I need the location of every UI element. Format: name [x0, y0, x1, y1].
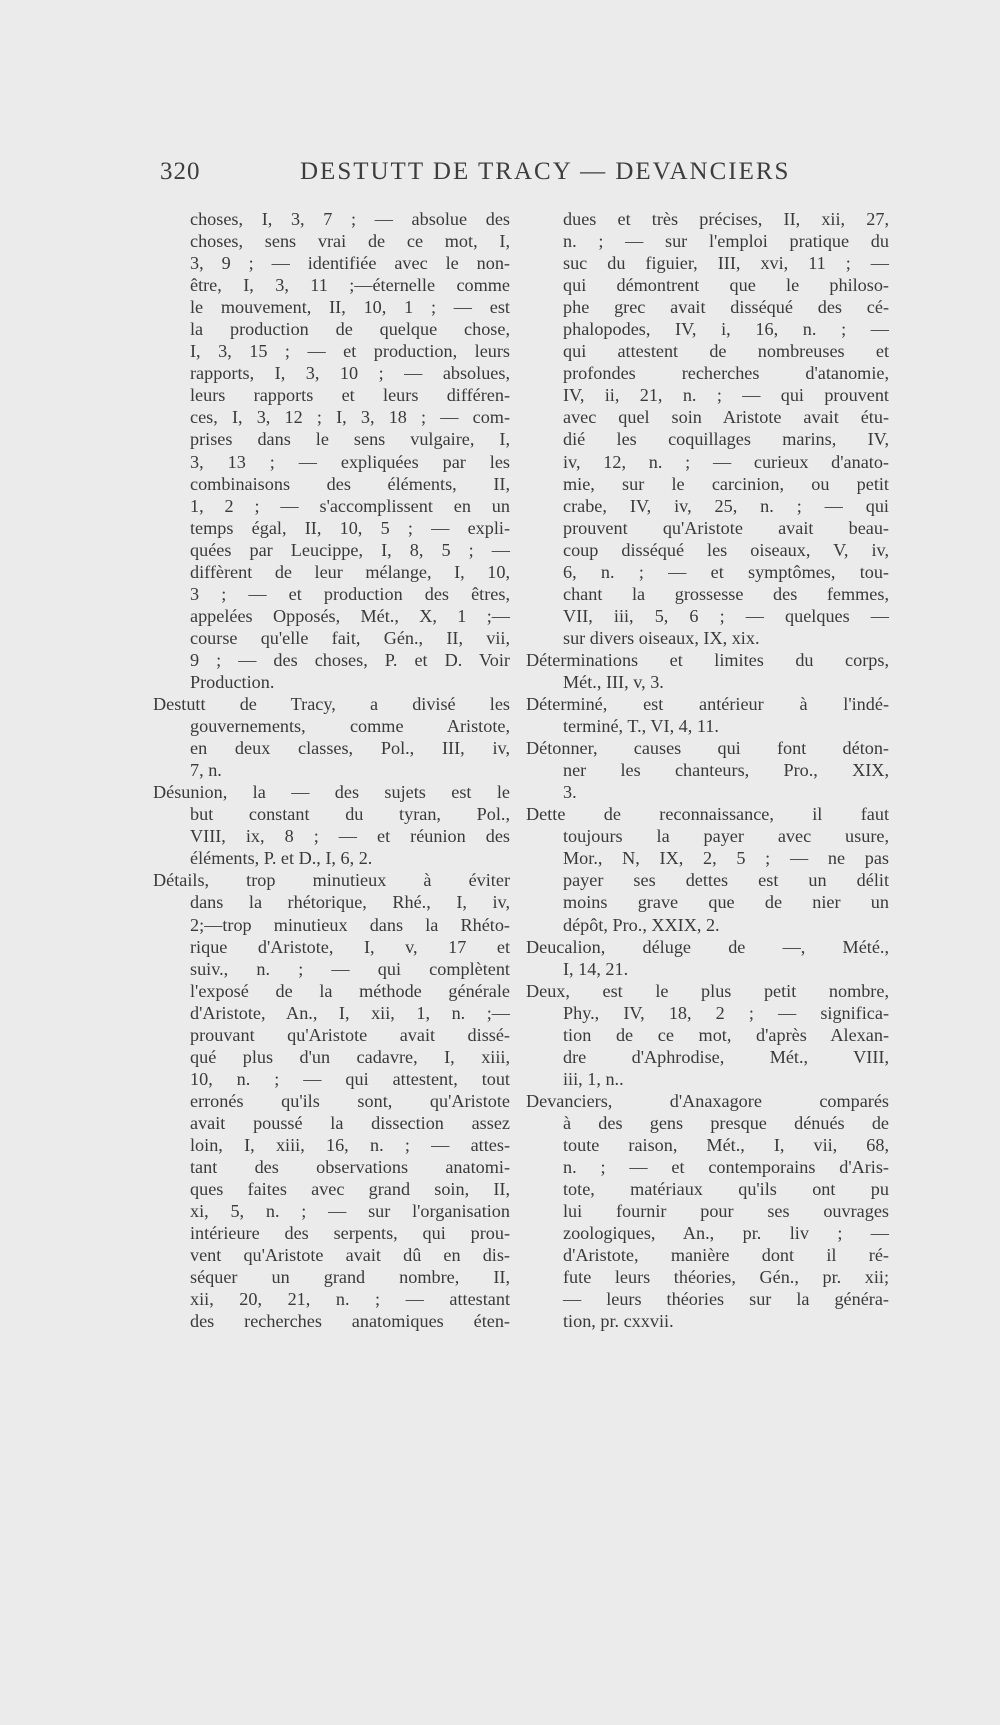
index-text-line: suiv., n. ; — qui complètent: [190, 958, 510, 979]
index-text-line: éléments, P. et D., I, 6, 2.: [190, 848, 373, 869]
index-text-line: intérieure des serpents, qui prou-: [190, 1223, 510, 1244]
index-text-line: gouvernements, comme Aristote,: [190, 716, 510, 737]
index-text-line: rique d'Aristote, I, v, 17 et: [190, 936, 510, 957]
index-text-line: dans la rhétorique, Rhé., I, iv,: [190, 892, 510, 913]
index-text-line: 1, 2 ; — s'accomplissent en un: [190, 495, 510, 516]
page-number: 320: [160, 158, 201, 185]
index-text-line: dié les coquillages marins, IV,: [563, 429, 889, 450]
index-text-line: temps égal, II, 10, 5 ; — expli-: [190, 517, 510, 538]
running-head: [160, 158, 791, 194]
index-text-line: IV, ii, 21, n. ; — qui prouvent: [563, 385, 889, 406]
index-text-line: phalopodes, IV, i, 16, n. ; —: [563, 319, 889, 340]
index-text-line: qui démontrent que le philoso-: [563, 275, 889, 296]
index-text-line: sur divers oiseaux, IX, xix.: [563, 627, 760, 648]
index-text-line: 10, n. ; — qui attestent, tout: [190, 1068, 510, 1089]
index-text-line: suc du figuier, III, xvi, 11 ; —: [563, 253, 889, 274]
index-text-line: tote, matériaux qu'ils ont pu: [563, 1179, 889, 1200]
index-text-line: la production de quelque chose,: [190, 319, 510, 340]
index-text-line: n. ; — et contemporains d'Aris-: [563, 1157, 889, 1178]
index-text-line: Phy., IV, 18, 2 ; — significa-: [563, 1002, 889, 1023]
index-text-line: coup disséqué les oiseaux, V, iv,: [563, 539, 889, 560]
index-text-line: qué plus d'un cadavre, I, xiii,: [190, 1046, 510, 1067]
index-text-line: n. ; — sur l'emploi pratique du: [563, 231, 889, 252]
index-text-line: des recherches anatomiques éten-: [190, 1311, 510, 1332]
index-text-line: dre d'Aphrodise, Mét., VIII,: [563, 1046, 889, 1067]
index-column-left: [153, 208, 510, 1332]
index-text-line: xii, 20, 21, n. ; — attestant: [190, 1289, 510, 1310]
running-title: DESTUTT DE TRACY — DEVANCIERS: [300, 158, 791, 185]
index-text-line: 2;—trop minutieux dans la Rhéto-: [190, 914, 510, 935]
index-text-line: loin, I, xiii, 16, n. ; — attes-: [190, 1134, 510, 1155]
index-text-line: 6, n. ; — et symptômes, tou-: [563, 561, 889, 582]
index-text-line: appelées Opposés, Mét., X, 1 ;—: [190, 605, 510, 626]
index-text-line: toujours la payer avec usure,: [563, 826, 889, 847]
index-text-line: fute leurs théories, Gén., pr. xii;: [563, 1267, 889, 1288]
index-entry-head-line: Deux, est le plus petit nombre,: [526, 980, 889, 1001]
index-text-line: erronés qu'ils sont, qu'Aristote: [190, 1090, 510, 1111]
index-text-line: être, I, 3, 11 ;—éternelle comme: [190, 275, 510, 296]
index-text-line: leurs rapports et leurs différen-: [190, 385, 510, 406]
index-text-line: lui fournir pour ses ouvrages: [563, 1201, 889, 1222]
index-text-line: course qu'elle fait, Gén., II, vii,: [190, 627, 510, 648]
index-text-line: prouvent qu'Aristote avait beau-: [563, 517, 889, 538]
index-text-line: mie, sur le carcinion, ou petit: [563, 473, 889, 494]
index-text-line: séquer un grand nombre, II,: [190, 1267, 510, 1288]
index-entry-head-line: Déterminations et limites du corps,: [526, 649, 889, 670]
index-text-line: ces, I, 3, 12 ; I, 3, 18 ; — com-: [190, 407, 510, 428]
index-text-line: avait poussé la dissection assez: [190, 1112, 510, 1133]
index-entry-head-line: Devanciers, d'Anaxagore comparés: [526, 1090, 889, 1111]
index-text-line: Mét., III, v, 3.: [563, 671, 664, 692]
index-text-line: toute raison, Mét., I, vii, 68,: [563, 1134, 889, 1155]
index-text-line: ques faites avec grand soin, II,: [190, 1179, 510, 1200]
index-text-line: 3, 13 ; — expliquées par les: [190, 451, 510, 472]
index-text-line: payer ses dettes est un délit: [563, 870, 889, 891]
index-text-line: diffèrent de leur mélange, I, 10,: [190, 561, 510, 582]
index-text-line: I, 3, 15 ; — et production, leurs: [190, 341, 510, 362]
index-text-line: 3.: [563, 782, 577, 803]
index-text-line: tant des observations anatomi-: [190, 1157, 510, 1178]
index-entry-head-line: Dette de reconnaissance, il faut: [526, 804, 889, 825]
index-text-line: 3 ; — et production des êtres,: [190, 583, 510, 604]
index-text-line: chant la grossesse des femmes,: [563, 583, 889, 604]
index-text-line: 9 ; — des choses, P. et D. Voir: [190, 649, 510, 670]
index-entry-head-line: Détails, trop minutieux à éviter: [153, 870, 510, 891]
index-text-line: à des gens presque dénués de: [563, 1112, 889, 1133]
index-text-line: le mouvement, II, 10, 1 ; — est: [190, 297, 510, 318]
index-text-line: Mor., N, IX, 2, 5 ; — ne pas: [563, 848, 889, 869]
index-text-line: avec quel soin Aristote avait étu-: [563, 407, 889, 428]
index-text-line: terminé, T., VI, 4, 11.: [563, 716, 719, 737]
index-text-line: iii, 1, n..: [563, 1068, 624, 1089]
index-text-line: d'Aristote, manière dont il ré-: [563, 1245, 889, 1266]
index-text-line: Production.: [190, 671, 275, 692]
index-text-line: tion de ce mot, d'après Alexan-: [563, 1024, 889, 1045]
index-text-line: moins grave que de nier un: [563, 892, 889, 913]
index-text-line: tion, pr. cxxvii.: [563, 1311, 674, 1332]
index-text-line: quées par Leucippe, I, 8, 5 ; —: [190, 539, 510, 560]
index-text-line: vent qu'Aristote avait dû en dis-: [190, 1245, 510, 1266]
index-text-line: crabe, IV, iv, 25, n. ; — qui: [563, 495, 889, 516]
index-entry-head-line: Désunion, la — des sujets est le: [153, 782, 510, 803]
index-text-line: 3, 9 ; — identifiée avec le non-: [190, 253, 510, 274]
index-entry-head-line: Détonner, causes qui font déton-: [526, 738, 889, 759]
index-column-right: [526, 208, 889, 1332]
index-entry-head-line: Déterminé, est antérieur à l'indé-: [526, 694, 889, 715]
index-text-line: dues et très précises, II, xii, 27,: [563, 209, 889, 229]
index-text-line: l'exposé de la méthode générale: [190, 980, 510, 1001]
index-text-line: rapports, I, 3, 10 ; — absolues,: [190, 363, 510, 384]
index-text-line: — leurs théories sur la généra-: [563, 1289, 889, 1310]
index-text-line: choses, I, 3, 7 ; — absolue des: [190, 209, 510, 229]
index-text-line: 7, n.: [190, 760, 222, 781]
index-text-line: combinaisons des éléments, II,: [190, 473, 510, 494]
index-text-line: en deux classes, Pol., III, iv,: [190, 738, 510, 759]
index-entry-head-line: Destutt de Tracy, a divisé les: [153, 694, 510, 715]
index-text-line: prises dans le sens vulgaire, I,: [190, 429, 510, 450]
index-text-line: VIII, ix, 8 ; — et réunion des: [190, 826, 510, 847]
index-text-line: iv, 12, n. ; — curieux d'anato-: [563, 451, 889, 472]
index-entry-head-line: Deucalion, déluge de —, Mété.,: [526, 936, 889, 957]
index-text-line: ner les chanteurs, Pro., XIX,: [563, 760, 889, 781]
index-text-line: but constant du tyran, Pol.,: [190, 804, 510, 825]
index-text-line: zoologiques, An., pr. liv ; —: [563, 1223, 889, 1244]
index-text-line: I, 14, 21.: [563, 958, 629, 979]
index-text-line: profondes recherches d'atanomie,: [563, 363, 889, 384]
index-text-line: xi, 5, n. ; — sur l'organisation: [190, 1201, 510, 1222]
index-text-line: VII, iii, 5, 6 ; — quelques —: [563, 605, 889, 626]
index-text-line: qui attestent de nombreuses et: [563, 341, 889, 362]
index-text-line: prouvant qu'Aristote avait dissé-: [190, 1024, 510, 1045]
index-text-line: choses, sens vrai de ce mot, I,: [190, 231, 510, 252]
index-text-line: phe grec avait disséqué des cé-: [563, 297, 889, 318]
index-text-line: dépôt, Pro., XXIX, 2.: [563, 914, 720, 935]
index-text-line: d'Aristote, An., I, xii, 1, n. ;—: [190, 1002, 510, 1023]
